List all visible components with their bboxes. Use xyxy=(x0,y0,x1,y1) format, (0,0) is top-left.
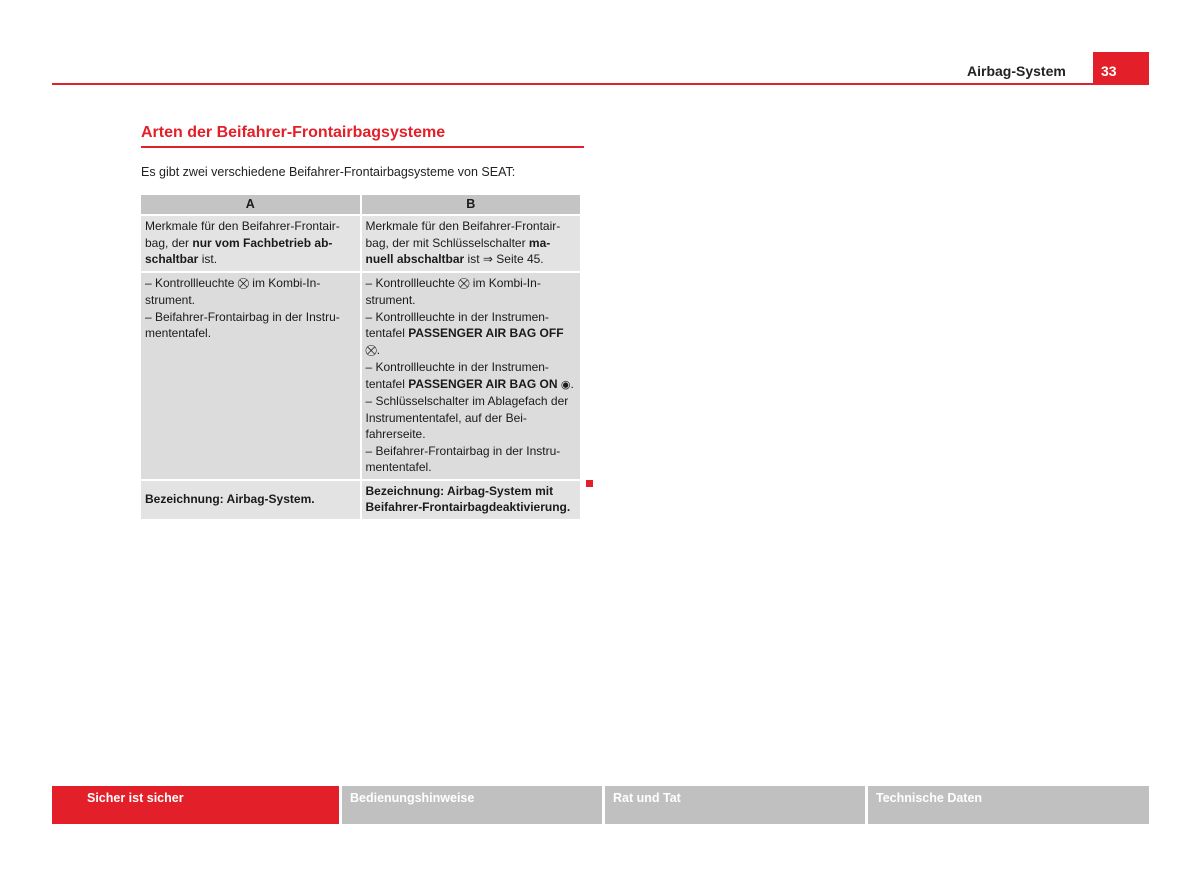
airbag-warning-icon: ⛒ xyxy=(458,277,470,290)
table-row xyxy=(141,481,580,519)
cell-text: im Kombi-In-strument. xyxy=(365,275,541,307)
list-item: – Beifahrer-Frontairbag in der Instru-mententafel. xyxy=(365,443,561,474)
list-item xyxy=(366,309,577,360)
airbag-on-icon: ◉ xyxy=(560,378,571,391)
cell-text-bold: nur vom Fachbetrieb ab-schaltbar xyxy=(145,235,333,266)
heading-rule xyxy=(141,146,584,148)
cell-b-features xyxy=(362,216,581,271)
table-row xyxy=(141,273,580,479)
cell-a-components xyxy=(141,273,360,479)
cell-a-designation: Bezeichnung: Airbag-System. xyxy=(141,481,360,519)
tab-technische-daten[interactable]: Technische Daten xyxy=(868,786,1149,824)
cell-text: . xyxy=(376,342,381,357)
cell-text-bold: ma-nuell abschaltbar xyxy=(365,235,551,266)
cell-a-features xyxy=(141,216,360,271)
cell-text: im Kombi-In-strument. xyxy=(145,275,321,307)
airbag-comparison-table xyxy=(139,193,582,521)
list-item xyxy=(145,275,356,309)
cell-b-components xyxy=(362,273,581,479)
cell-text: – Kontrollleuchte in der Instrumen-tentafel xyxy=(365,309,549,340)
tab-sicher-ist-sicher[interactable]: Sicher ist sicher xyxy=(52,786,339,824)
column-header-b: B xyxy=(362,195,581,214)
table-row xyxy=(141,216,580,271)
list-item: – Beifahrer-Frontairbag in der Instru-mententafel. xyxy=(145,309,340,340)
page-number: 33 xyxy=(1093,52,1149,85)
cell-text: – Kontrollleuchte xyxy=(365,275,459,290)
column-header-a: A xyxy=(141,195,360,214)
list-item: – Schlüsselschalter im Ablagefach der Instrumententafel, auf der Bei-fahrerseite. xyxy=(365,394,569,441)
cell-text: ist. xyxy=(198,252,218,266)
list-item xyxy=(366,359,577,393)
cell-text-bold: PASSENGER AIR BAG ON xyxy=(408,376,558,391)
cell-text: Merkmale für den Beifahrer-Frontair-bag, der xyxy=(145,219,340,250)
cell-text: – Kontrollleuchte xyxy=(145,275,238,290)
cell-text-bold: PASSENGER AIR BAG OFF xyxy=(408,326,564,340)
cell-text: ist ⇒ Seite 45. xyxy=(464,252,544,266)
header-rule xyxy=(52,83,1149,85)
tab-bedienungshinweise[interactable]: Bedienungshinweise xyxy=(342,786,602,824)
end-marker xyxy=(586,480,593,487)
intro-text: Es gibt zwei verschiedene Beifahrer-Frontairbagsysteme von SEAT: xyxy=(141,165,516,179)
cell-text: . xyxy=(570,376,574,391)
airbag-warning-icon: ⛒ xyxy=(237,277,249,290)
list-item xyxy=(366,275,577,309)
cell-text: Merkmale für den Beifahrer-Frontair-bag, der mit Schlüsselschalter xyxy=(365,219,561,250)
cell-text: – Kontrollleuchte in der Instrumen-tentafel xyxy=(365,360,549,391)
tab-rat-und-tat[interactable]: Rat und Tat xyxy=(605,786,865,824)
section-heading: Arten der Beifahrer-Frontairbagsysteme xyxy=(141,124,446,141)
footer-navigation xyxy=(52,786,1149,824)
section-title: Airbag-System xyxy=(967,63,1066,79)
cell-b-designation: Bezeichnung: Airbag-System mit Beifahrer-Frontairbagdeaktivierung. xyxy=(362,481,581,519)
airbag-off-icon: ⛒ xyxy=(365,344,377,357)
